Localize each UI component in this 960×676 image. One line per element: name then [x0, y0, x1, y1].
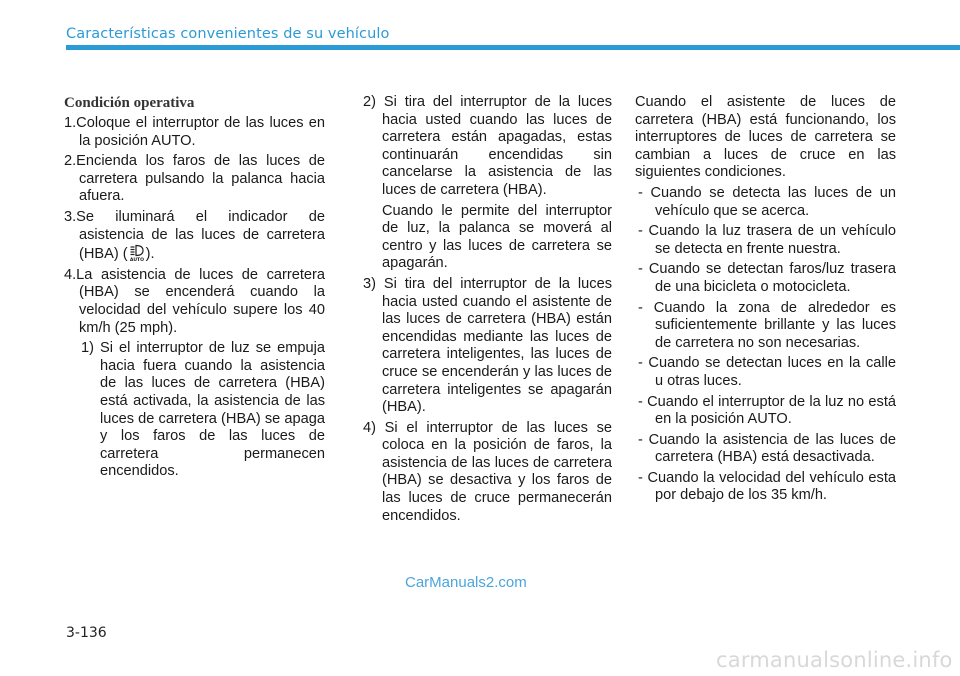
column-3 — [635, 94, 896, 508]
step-3 — [64, 209, 325, 264]
step-3-text: 3.Se iluminará el indicador de asistencia de las luces de carretera (HBA) ( — [64, 208, 325, 263]
watermark-link[interactable]: CarManuals2.com — [405, 574, 527, 591]
step-4-sub-2: 2) Si tira del interruptor de la luces hacia usted cuando las luces de carretera están apagadas, estas continuarán encendidas sin cancelarse la asistencia de las luces de carretera (HBA). — [363, 94, 612, 198]
step-1: 1.Coloque el interruptor de las luces en la posición AUTO. — [64, 115, 325, 149]
condition-item: - Cuando se detectan luces en la calle u otras luces. — [638, 355, 896, 389]
condition-item: - Cuando se detectan faros/luz trasera de una bicicleta o motocicleta. — [638, 261, 896, 295]
site-watermark: carmanualsonline.info — [716, 648, 953, 672]
condition-item: - Cuando la zona de alrededor es suficientemente brillante y las luces de carretera no son necesarias. — [638, 299, 896, 351]
condition-item: - Cuando el interruptor de la luz no está en la posición AUTO. — [638, 393, 896, 428]
step-2: 2.Encienda los faros de las luces de carretera pulsando la palanca hacia afuera. — [64, 153, 325, 205]
step-4-sub-1: 1) Si el interruptor de luz se empuja hacia fuera cuando la asistencia de las luces de carretera (HBA) está activada, la asistencia de las luces de carretera (HBA) se apaga y los faros de las luces de carretera permanecen encendidos. — [81, 340, 325, 480]
hba-auto-icon — [128, 244, 146, 262]
condition-item: - Cuando la luz trasera de un vehículo se detecta en frente nuestra. — [638, 223, 896, 257]
condition-item: - Cuando se detecta las luces de un vehículo que se acerca. — [638, 184, 896, 219]
page-number: 3-136 — [66, 625, 107, 641]
step-4-sub-2-continued: Cuando le permite del interruptor de luz, la palanca se moverá al centro y las luces de carretera se apagarán. — [382, 202, 612, 272]
chapter-title: Características convenientes de su vehículo — [66, 26, 390, 42]
column-2 — [363, 94, 612, 528]
condition-item: - Cuando la velocidad del vehículo esta por debajo de los 35 km/h. — [638, 469, 896, 504]
hba-auto-icon-label: AUTO — [129, 258, 144, 263]
section-title: Condición operativa — [64, 95, 195, 111]
header-rule — [66, 45, 960, 50]
step-4-sub-3: 3) Si tira del interruptor de la luces hacia usted cuando el asistente de las luces de carretera (HBA) están encendidas mediante las luces de carretera inteligentes, las luces de cruce se encenderán y las luces de carretera inteligentes se apagarán (HBA). — [363, 275, 612, 416]
step-4: 4.La asistencia de luces de carretera (HBA) se encenderá cuando la velocidad del vehículo supere los 40 km/h (25 mph). — [64, 266, 325, 336]
conditions-intro: Cuando el asistente de luces de carretera (HBA) está funcionando, los interruptores de luces de carretera se cambian a luces de cruce en las siguientes condiciones. — [635, 94, 896, 181]
column-1 — [64, 94, 325, 484]
step-3-close: ). — [145, 246, 155, 263]
condition-item: - Cuando la asistencia de las luces de carretera (HBA) está desactivada. — [638, 431, 896, 466]
step-4-sub-4: 4) Si el interruptor de las luces se coloca en la posición de faros, la asistencia de las luces de carretera (HBA) se desactiva y los faros de las luces de cruce permanecerán encendidos. — [363, 419, 612, 524]
